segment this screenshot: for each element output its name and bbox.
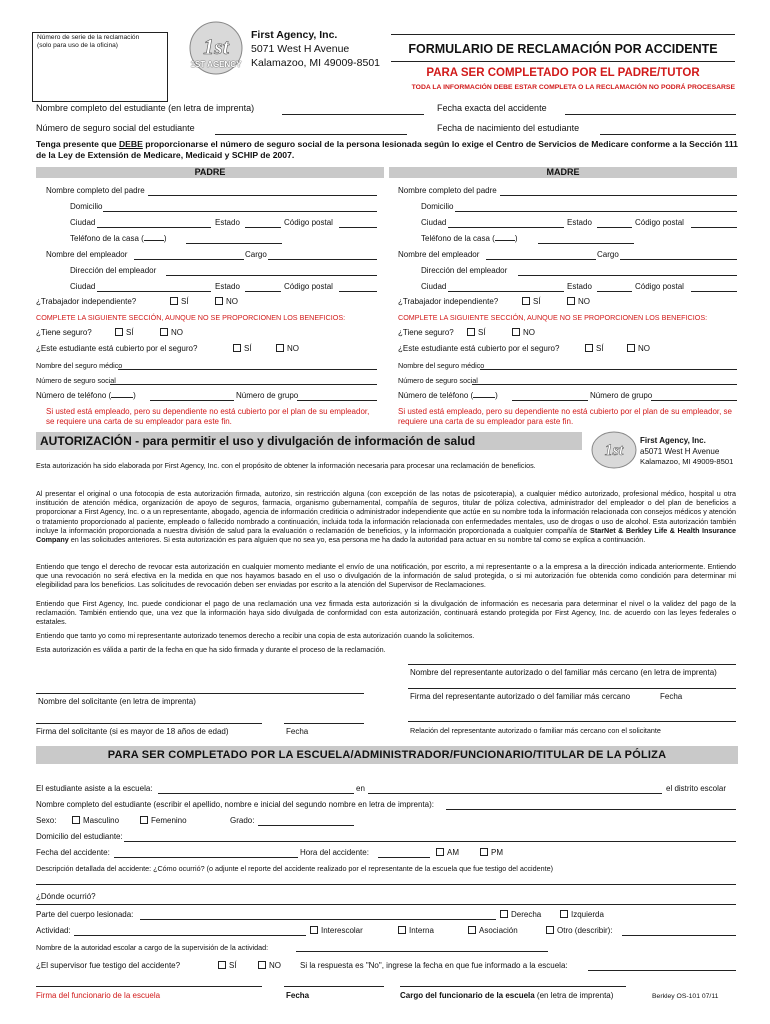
form-subtitle: PARA SER COMPLETADO POR EL PADRE/TUTOR (426, 67, 700, 79)
padre-estado2-label: Estado (215, 282, 240, 291)
applicant-name-label: Nombre del solicitante (en letra de imprenta) (38, 697, 196, 706)
auth-paragraph-4: Entiendo que tanto yo como mi representante autorizado tenemos derecho a recibir una copia de esta autorización cuando la solicitemos. (36, 631, 475, 640)
school-student-name-field[interactable] (446, 809, 736, 810)
padre-self-employed-no[interactable]: NO (215, 297, 238, 306)
auth-intro: Esta autorización ha sido elaborada por First Agency, Inc. con el propósito de obtener la información necesaria para procesar una reclamación de beneficios. (36, 461, 536, 470)
madre-insured-yes[interactable]: SÍ (467, 328, 486, 337)
padre-domicilio-label: Domicilio (70, 202, 103, 211)
applicant-signature-label: Firma del solicitante (si es mayor de 18 años de edad) (36, 727, 229, 736)
rep-date-label: Fecha (660, 692, 683, 701)
madre-self-employed-label: ¿Trabajador independiente? (398, 297, 499, 306)
auth-company: First Agency, Inc. (640, 436, 706, 445)
official-date-field[interactable] (284, 986, 384, 987)
madre-tel-label: Teléfono de la casa ( ) (421, 234, 518, 243)
serial-label: Número de serie de la reclamación (37, 34, 140, 41)
madre-ins-ssn-field[interactable] (472, 384, 737, 385)
where-label: ¿Dónde ocurrió? (36, 892, 96, 901)
padre-cargo-label: Cargo (245, 250, 267, 259)
padre-ins-ssn-field[interactable] (110, 384, 377, 385)
padre-estado2-field[interactable] (245, 291, 281, 292)
witness-no-label: Si la respuesta es "No", ingrese la fecha en que fue informado a la escuela: (300, 961, 568, 970)
padre-cargo-field[interactable] (268, 259, 377, 260)
madre-ins-group-field[interactable] (651, 400, 737, 401)
auth-title: AUTORIZACIÓN - para permitir el uso y divulgación de información de salud (36, 432, 582, 450)
student-ssn-field[interactable] (215, 134, 407, 135)
padre-tel-label: Teléfono de la casa ( ) (70, 234, 167, 243)
auth-paragraph-5: Esta autorización es válida a partir de la fecha en que ha sido firmada y durante el proceso de la reclamación. (36, 645, 386, 654)
official-date-label: Fecha (286, 991, 310, 1000)
am-checkbox[interactable]: AM (436, 848, 459, 857)
madre-cp2-field[interactable] (691, 291, 737, 292)
padre-ciudad-label: Ciudad (70, 218, 96, 227)
padre-cp2-field[interactable] (339, 291, 377, 292)
accident-time-label: Hora del accidente: (300, 848, 369, 857)
madre-tel-field[interactable] (538, 243, 634, 244)
school-attends-label: El estudiante asiste a la escuela: (36, 784, 153, 793)
form-title: FORMULARIO DE RECLAMACIÓN POR ACCIDENTE (408, 42, 718, 56)
applicant-name-field[interactable] (36, 693, 364, 694)
auth-paragraph-3: Entiendo que First Agency, Inc. puede condicionar el pago de una reclamación una vez firmada esta autorización si la divulgación de información es necesaria para determinar el nivel o la validez del pago de la reclamación. También entiendo que, una vez que la información haya sido divulgada de conformidad con esta autorización, continuará estando protegida por First Agency, Inc. de acuerdo con las leyes federales o estatales. (36, 599, 736, 627)
madre-employer-field[interactable] (486, 259, 596, 260)
official-signature-field[interactable] (36, 986, 262, 987)
padre-employer-label: Nombre del empleador (46, 250, 128, 259)
padre-ins-name-field[interactable] (118, 369, 377, 370)
madre-self-employed-no[interactable]: NO (567, 297, 590, 306)
padre-ins-tel-field[interactable] (150, 400, 234, 401)
completion-warning: TODA LA INFORMACIÓN DEBE ESTAR COMPLETA O LA RECLAMACIÓN NO PODRÁ PROCESARSE (411, 84, 735, 91)
description-label: Descripción detallada del accidente: ¿Cómo ocurrió? (o adjunte el reporte del accidente realizado por el representante de la escuela que fue testigo del accidente) (36, 864, 554, 873)
padre-ins-tel-label: Número de teléfono ( ) (36, 391, 136, 400)
body-part-label: Parte del cuerpo lesionada: (36, 910, 134, 919)
femenino-checkbox[interactable]: Femenino (140, 816, 187, 825)
witness-no[interactable]: NO (258, 961, 281, 970)
padre-insured-no[interactable]: NO (160, 328, 183, 337)
madre-ciudad2-label: Ciudad (421, 282, 447, 291)
medicare-notice: Tenga presente que DEBE proporcionarse el número de seguro social de la persona lesionada según lo exige el Centro de Servicios de Medicare conforme a la Sección 111 de la Ley de Extensión de Medicare, Medicaid y SCHIP de 2007. (36, 139, 738, 160)
madre-heading: MADRE (389, 167, 737, 178)
padre-cp-field[interactable] (339, 227, 377, 228)
padre-self-employed-yes[interactable]: SÍ (170, 297, 189, 306)
student-name-field[interactable] (282, 114, 424, 115)
madre-domicilio-field[interactable] (455, 211, 737, 212)
auth-address-2: Kalamazoo, MI 49009-8501 (640, 457, 734, 466)
applicant-date-field[interactable] (284, 723, 364, 724)
form-code: Berkley OS-101 07/11 (652, 993, 719, 1000)
madre-name-label: Nombre completo del padre (398, 186, 497, 195)
padre-ciudad2-field[interactable] (97, 291, 211, 292)
auth-paragraph-1: Al presentar el original o una fotocopia de esta autorización firmada, autorizo, sin restricción alguna (con excepción de las notas de psicoterapia), a cualquier médico autorizado, profesional médico, hospital u otra institución de atención médica, organización de apoyo de seguros, farmacia, organismo gubernamental, compañía de seguros, titular de póliza colectiva, administrador del empleador o del plan de beneficios a proporcionar a First Agency, Inc. o a un representante, abogado, agencia de información crediticia o administrador independiente que actúe en su nombre toda la información relacionada con consejos médicos y atención o tratamiento proporcionado al paciente, empleado o fallecido nombrado a continuación, incluida toda la información relacionada con enfermedades mentales, uso de drogas o uso de alcohol. Esta autorización también incluye la información proporcionada a nuestra división de salud para la evaluación o reclamación de beneficios, y la información proporcionada a cualquier compañía de StarNet & Berkley Life & Health Insurance Company en las solicitudes anteriores. Si esta autorización es para alguien que no sea yo, esa persona me ha dado la autoridad para actuar en su nombre tal como se explica a continuación. (36, 489, 736, 545)
padre-name-label: Nombre completo del padre (46, 186, 145, 195)
derecha-checkbox[interactable]: Derecha (500, 910, 541, 919)
padre-employed-note: Si usted está empleado, pero su dependiente no está cubierto por el plan de su empleador, se requiere una carta de su empleador para este fin. (46, 407, 370, 426)
madre-cp-field[interactable] (691, 227, 737, 228)
padre-insured-label: ¿Tiene seguro? (36, 328, 92, 337)
madre-ins-name-label: Nombre del seguro médico (398, 361, 485, 370)
padre-insured-yes[interactable]: SÍ (115, 328, 134, 337)
must-emphasis: DEBE (118, 139, 143, 149)
padre-covered-yes[interactable]: SÍ (233, 344, 252, 353)
student-ssn-label: Número de seguro social del estudiante (36, 123, 195, 133)
madre-covered-label: ¿Este estudiante está cubierto por el seguro? (398, 344, 560, 353)
padre-employer-field[interactable] (134, 259, 244, 260)
madre-cargo-field[interactable] (620, 259, 737, 260)
company-address-1: 5071 West H Avenue (251, 43, 350, 55)
madre-employer-addr-field[interactable] (518, 275, 737, 276)
rep-name-field[interactable] (408, 664, 736, 665)
sexo-label: Sexo: (36, 816, 57, 825)
svg-text:1st: 1st (604, 442, 624, 459)
serial-number-box[interactable] (32, 32, 168, 102)
auth-address-1: a5071 West H Avenue (640, 447, 720, 456)
madre-estado2-field[interactable] (597, 291, 632, 292)
padre-cp-label: Código postal (284, 218, 333, 227)
madre-cargo-label: Cargo (597, 250, 619, 259)
madre-name-field[interactable] (500, 195, 737, 196)
grado-label: Grado: (230, 816, 255, 825)
madre-employer-label: Nombre del empleador (398, 250, 480, 259)
madre-cp2-label: Código postal (635, 282, 684, 291)
madre-insured-label: ¿Tiene seguro? (398, 328, 454, 337)
company-name: First Agency, Inc. (251, 29, 338, 41)
accident-date-label: Fecha exacta del accidente (437, 103, 547, 113)
madre-ins-tel-label: Número de teléfono ( ) (398, 391, 498, 400)
dob-field[interactable] (600, 134, 736, 135)
witness-date-field[interactable] (588, 970, 736, 971)
otro-field[interactable] (622, 935, 736, 936)
auth-logo (590, 430, 638, 470)
accident-time-field[interactable] (378, 857, 430, 858)
padre-heading: PADRE (36, 167, 384, 178)
padre-ins-group-label: Número de grupo (236, 391, 299, 400)
title-rule-2 (391, 61, 735, 62)
padre-employer-addr-field[interactable] (166, 275, 377, 276)
padre-name-field[interactable] (148, 195, 377, 196)
witness-label: ¿El supervisor fue testigo del accidente? (36, 961, 181, 970)
school-title: PARA SER COMPLETADO POR LA ESCUELA/ADMINISTRADOR/FUNCIONARIO/TITULAR DE LA PÓLIZA (36, 746, 738, 764)
official-title-label: Cargo del funcionario de la escuela (en letra de imprenta) (400, 991, 614, 1000)
official-title-field[interactable] (400, 986, 626, 987)
interna-checkbox[interactable]: Interna (398, 926, 434, 935)
madre-insured-no[interactable]: NO (512, 328, 535, 337)
madre-employed-note: Si usted está empleado, pero su dependiente no está cubierto por el plan de su empleador, se requiere una carta de su empleador para este fin. (398, 407, 733, 426)
padre-domicilio-field[interactable] (103, 211, 377, 212)
accident-date-school-label: Fecha del accidente: (36, 848, 110, 857)
madre-ins-tel-field[interactable] (512, 400, 588, 401)
izquierda-checkbox[interactable]: Izquierda (560, 910, 604, 919)
official-signature-label: Firma del funcionario de la escuela (36, 991, 161, 1000)
authority-label: Nombre de la autoridad escolar a cargo de la supervisión de la actividad: (36, 943, 269, 952)
madre-cp-label: Código postal (635, 218, 684, 227)
rep-name-label: Nombre del representante autorizado o del familiar más cercano (en letra de imprenta) (410, 668, 717, 677)
madre-covered-no[interactable]: NO (627, 344, 650, 353)
auth-paragraph-2: Entiendo que tengo el derecho de revocar esta autorización en cualquier momento mediante el envío de una notificación, por escrito, a mi representante o a la empresa a la dirección indicada anteriormente. Entiendo que una revocación no será efectiva en la medida en que nos hayamos basado en el uso o divulgación de la información de salud protegida, o si mi autorización fue obtenida como condición para determinar mi elegibilidad para los beneficios. Las solicitudes de revocación deben ser enviadas por escrito a la atención del Supervisor de Reclamaciones. (36, 562, 736, 590)
company-logo (186, 20, 246, 76)
madre-ciudad-label: Ciudad (421, 218, 447, 227)
interescolar-checkbox[interactable]: Interescolar (310, 926, 363, 935)
padre-ins-name-label: Nombre del seguro médico (36, 361, 123, 370)
madre-self-employed-yes[interactable]: SÍ (522, 297, 541, 306)
student-name-label: Nombre completo del estudiante (en letra de imprenta) (36, 103, 255, 113)
school-name-field[interactable] (158, 793, 354, 794)
padre-ins-ssn-label: Número de seguro social (36, 376, 116, 385)
madre-ins-group-label: Número de grupo (590, 391, 653, 400)
activity-label: Actividad: (36, 926, 71, 935)
dob-label: Fecha de nacimiento del estudiante (437, 123, 580, 133)
grado-field[interactable] (258, 825, 354, 826)
accident-date-field[interactable] (565, 114, 736, 115)
madre-employer-addr-label: Dirección del empleador (421, 266, 508, 275)
madre-covered-yes[interactable]: SÍ (585, 344, 604, 353)
padre-ciudad2-label: Ciudad (70, 282, 96, 291)
description-field[interactable] (36, 884, 736, 885)
padre-estado-field[interactable] (245, 227, 281, 228)
otro-checkbox[interactable]: Otro (describir): (546, 926, 613, 935)
rep-signature-field[interactable] (408, 688, 736, 689)
padre-complete-note: COMPLETE LA SIGUIENTE SECCIÓN, AUNQUE NO SE PROPORCIONEN LOS BENEFICIOS: (36, 313, 346, 322)
school-district-label: el distrito escolar (666, 784, 727, 793)
padre-self-employed-label: ¿Trabajador independiente? (36, 297, 137, 306)
padre-ins-group-field[interactable] (297, 400, 377, 401)
masculino-checkbox[interactable]: Masculino (72, 816, 119, 825)
madre-estado-field[interactable] (597, 227, 632, 228)
pm-checkbox[interactable]: PM (480, 848, 503, 857)
company-address-2: Kalamazoo, MI 49009-8501 (251, 57, 380, 69)
madre-domicilio-label: Domicilio (421, 202, 454, 211)
madre-ciudad-field[interactable] (448, 227, 564, 228)
school-student-name-label: Nombre completo del estudiante (escribir el apellido, nombre e inicial del segundo nombre en letra de imprenta): (36, 800, 434, 809)
school-en-label: en (356, 784, 365, 793)
madre-ins-ssn-label: Número de seguro social (398, 376, 478, 385)
applicant-signature-field[interactable] (36, 723, 262, 724)
padre-covered-label: ¿Este estudiante está cubierto por el seguro? (36, 344, 198, 353)
where-field[interactable] (36, 904, 736, 905)
madre-estado-label: Estado (567, 218, 592, 227)
padre-covered-no[interactable]: NO (276, 344, 299, 353)
applicant-date-label: Fecha (286, 727, 309, 736)
school-district-field[interactable] (368, 793, 662, 794)
relation-field[interactable] (408, 721, 736, 722)
padre-tel-field[interactable] (186, 243, 282, 244)
padre-cp2-label: Código postal (284, 282, 333, 291)
student-address-field[interactable] (124, 841, 736, 842)
svg-text:1st: 1st (203, 34, 229, 59)
padre-employer-addr-label: Dirección del empleador (70, 266, 157, 275)
accident-date-school-field[interactable] (114, 857, 298, 858)
logo-text: 1ST AGENCY (190, 60, 242, 69)
madre-ciudad2-field[interactable] (448, 291, 564, 292)
authority-field[interactable] (296, 951, 548, 952)
padre-estado-label: Estado (215, 218, 240, 227)
relation-label: Relación del representante autorizado o familiar más cercano con el solicitante (410, 726, 661, 735)
body-part-field[interactable] (140, 919, 496, 920)
witness-yes[interactable]: SÍ (218, 961, 237, 970)
padre-ciudad-field[interactable] (97, 227, 211, 228)
madre-estado2-label: Estado (567, 282, 592, 291)
serial-sub: (solo para uso de la oficina) (37, 42, 119, 49)
activity-field[interactable] (74, 935, 306, 936)
student-address-label: Domicilio del estudiante: (36, 832, 123, 841)
madre-complete-note: COMPLETE LA SIGUIENTE SECCIÓN, AUNQUE NO SE PROPORCIONEN LOS BENEFICIOS: (398, 313, 708, 322)
madre-ins-name-field[interactable] (480, 369, 737, 370)
asociacion-checkbox[interactable]: Asociación (468, 926, 518, 935)
rep-signature-label: Firma del representante autorizado o del familiar más cercano (410, 692, 631, 701)
title-rule (391, 34, 735, 35)
